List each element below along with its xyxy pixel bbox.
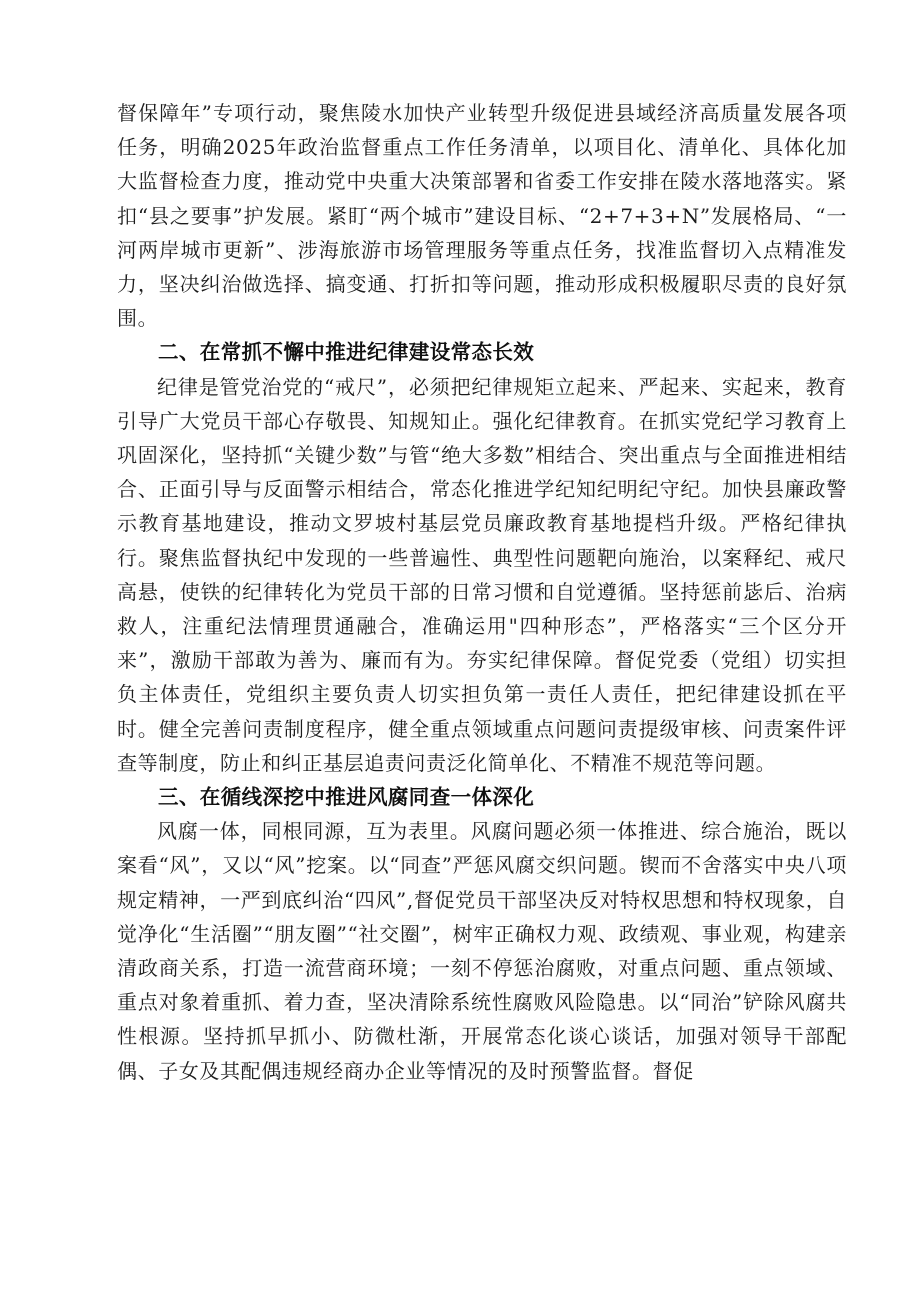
section-heading-3: 三、在循线深挖中推进风腐同查一体深化 (158, 785, 535, 810)
paragraph-style-corruption: 风腐一体，同根同源，互为表里。风腐问题必须一体推进、综合施治，既以案看“风”，又以“风”挖案。以“同查”严惩风腐交织问题。锲而不舍落实中央八项规定精神，一严到底纠治“四风”,督促党员干部坚决反对特权思想和特权现象，自觉净化“生活圈”“朋友圈”“社交圈”，树牢正确权力观、政绩观、事业观，构建亲清政商关系，打造一流营商环境；一刻不停惩治腐败，对重点问题、重点领域、重点对象着重抓、着力查，坚决清除系统性腐败风险隐患。以“同治”铲除风腐共性根源。坚持抓早抓小、防微杜渐，开展常态化谈心谈话，加强对领导干部配偶、子女及其配偶违规经商办企业等情况的及时预警监督。督促 (117, 819, 847, 1083)
paragraph-discipline: 纪律是管党治党的“戒尺”，必须把纪律规矩立起来、严起来、实起来，教育引导广大党员干部心存敬畏、知规知止。强化纪律教育。在抓实党纪学习教育上巩固深化，坚持抓“关键少数”与管“绝大多数”相结合、突出重点与全面推进相结合、正面引导与反面警示相结合，常态化推进学纪知纪明纪守纪。加快县廉政警示教育基地建设，推动文罗坡村基层党员廉政教育基地提档升级。严格纪律执行。聚焦监督执纪中发现的一些普遍性、典型性问题靶向施治，以案释纪、戒尺高悬，使铁的纪律转化为党员干部的日常习惯和自觉遵循。坚持惩前毖后、治病救人，注重纪法情理贯通融合，准确运用"四种形态”，严格落实“三个区分开来”，激励干部敢为善为、廉而有为。夯实纪律保障。督促党委（党组）切实担负主体责任，党组织主要负责人切实担负第一责任人责任，把纪律建设抓在平时。健全完善问责制度程序，健全重点领域重点问题问责提级审核、问责案件评查等制度，防止和纠正基层追责问责泛化简单化、不精准不规范等问题。 (117, 374, 847, 775)
document-body (117, 96, 847, 1088)
section-heading-2: 二、在常抓不懈中推进纪律建设常态长效 (158, 340, 535, 365)
paragraph-continued: 督保障年”专项行动，聚焦陵水加快产业转型升级促进县域经济高质量发展各项任务，明确2025年政治监督重点工作任务清单，以项目化、清单化、具体化加大监督检查力度，推动党中央重大决策部署和省委工作安排在陵水落地落实。紧扣“县之要事”护发展。紧盯“两个城市”建设目标、“2+7+3+N”发展格局、“一河两岸城市更新”、涉海旅游市场管理服务等重点任务，找准监督切入点精准发力，坚决纠治做选择、搞变通、打折扣等问题，推动形成积极履职尽责的良好氛围。 (117, 101, 847, 331)
